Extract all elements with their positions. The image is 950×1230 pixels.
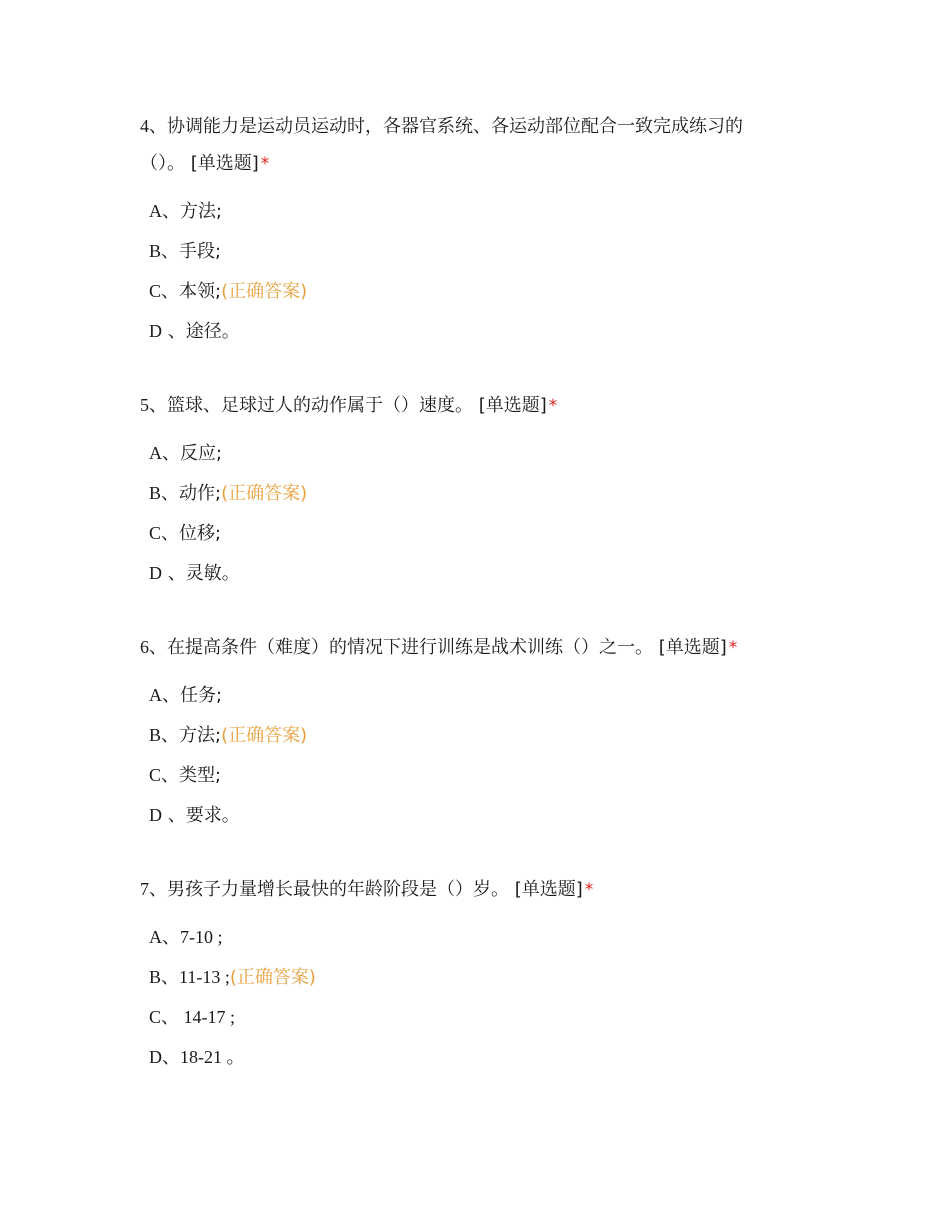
question-text: 、协调能力是运动员运动时，各器官系统、各运动部位配合一致完成练习的（）。: [140, 116, 743, 174]
required-mark: *: [728, 638, 738, 658]
question-number: 7: [140, 879, 149, 899]
option-text: 、动作;: [161, 483, 222, 504]
option-c: [140, 997, 780, 1037]
question-7: [140, 871, 780, 1077]
question-number: 5: [140, 395, 149, 415]
option-text: 、位移;: [161, 523, 222, 544]
correct-answer-note: (正确答案): [221, 483, 308, 504]
required-mark: *: [260, 154, 270, 174]
option-letter: B: [149, 483, 162, 503]
question-6: [140, 629, 780, 835]
option-letter: A: [149, 443, 162, 463]
question-type: [单选题]: [658, 637, 727, 658]
option-letter: D: [149, 321, 162, 341]
correct-answer-note: (正确答案): [221, 725, 308, 746]
correct-answer-note: (正确答案): [221, 281, 308, 302]
option-text: 、途径。: [162, 321, 240, 342]
option-letter: C: [149, 765, 162, 785]
option-letter: B: [149, 967, 162, 987]
question-5: [140, 387, 780, 593]
option-letter: C: [149, 1007, 162, 1027]
option-text: 、7-10 ;: [162, 927, 223, 947]
option-letter: D: [149, 805, 162, 825]
option-d: [140, 1037, 780, 1077]
option-letter: D: [149, 563, 162, 583]
option-text: 、11-13 ;: [161, 967, 230, 987]
question-title: [140, 629, 780, 667]
option-c: [140, 271, 780, 311]
option-a: [140, 675, 780, 715]
question-4: [140, 108, 780, 351]
option-text: 、手段;: [161, 241, 222, 262]
options-list: [140, 433, 780, 593]
options-list: [140, 675, 780, 835]
correct-answer-note: (正确答案): [229, 967, 316, 988]
option-text: 、任务;: [162, 685, 223, 706]
option-letter: B: [149, 241, 162, 261]
option-a: [140, 917, 780, 957]
question-title: [140, 387, 780, 425]
question-title: [140, 871, 780, 909]
option-a: [140, 191, 780, 231]
option-text: 、本领;: [161, 281, 222, 302]
option-b: [140, 957, 780, 997]
option-text: 、反应;: [162, 443, 223, 464]
option-text: 、类型;: [161, 765, 222, 786]
question-text: 、篮球、足球过人的动作属于（）速度。: [149, 395, 473, 416]
option-letter: A: [149, 927, 162, 947]
option-d: [140, 795, 780, 835]
question-text: 、男孩子力量增长最快的年龄阶段是（）岁。: [149, 879, 509, 900]
option-text: 、方法;: [161, 725, 222, 746]
option-text: 、灵敏。: [162, 563, 240, 584]
options-list: [140, 191, 780, 351]
question-text: 、在提高条件（难度）的情况下进行训练是战术训练（）之一。: [149, 637, 653, 658]
option-b: [140, 473, 780, 513]
option-c: [140, 513, 780, 553]
question-type: [单选题]: [478, 395, 547, 416]
option-a: [140, 433, 780, 473]
option-text: 、要求。: [162, 805, 240, 826]
option-letter: A: [149, 685, 162, 705]
option-d: [140, 553, 780, 593]
option-letter: C: [149, 523, 162, 543]
option-letter: B: [149, 725, 162, 745]
option-letter: D: [149, 1047, 162, 1067]
question-title: [140, 108, 780, 183]
option-b: [140, 715, 780, 755]
option-c: [140, 755, 780, 795]
option-letter: C: [149, 281, 162, 301]
options-list: [140, 917, 780, 1077]
option-d: [140, 311, 780, 351]
question-type: [单选题]: [190, 153, 259, 174]
option-b: [140, 231, 780, 271]
required-mark: *: [548, 396, 558, 416]
option-text: 、 14-17 ;: [161, 1007, 236, 1027]
option-letter: A: [149, 201, 162, 221]
question-number: 6: [140, 637, 149, 657]
question-number: 4: [140, 116, 149, 136]
option-text: 、18-21 。: [162, 1047, 245, 1067]
question-type: [单选题]: [514, 879, 583, 900]
required-mark: *: [584, 880, 594, 900]
option-text: 、方法;: [162, 201, 223, 222]
